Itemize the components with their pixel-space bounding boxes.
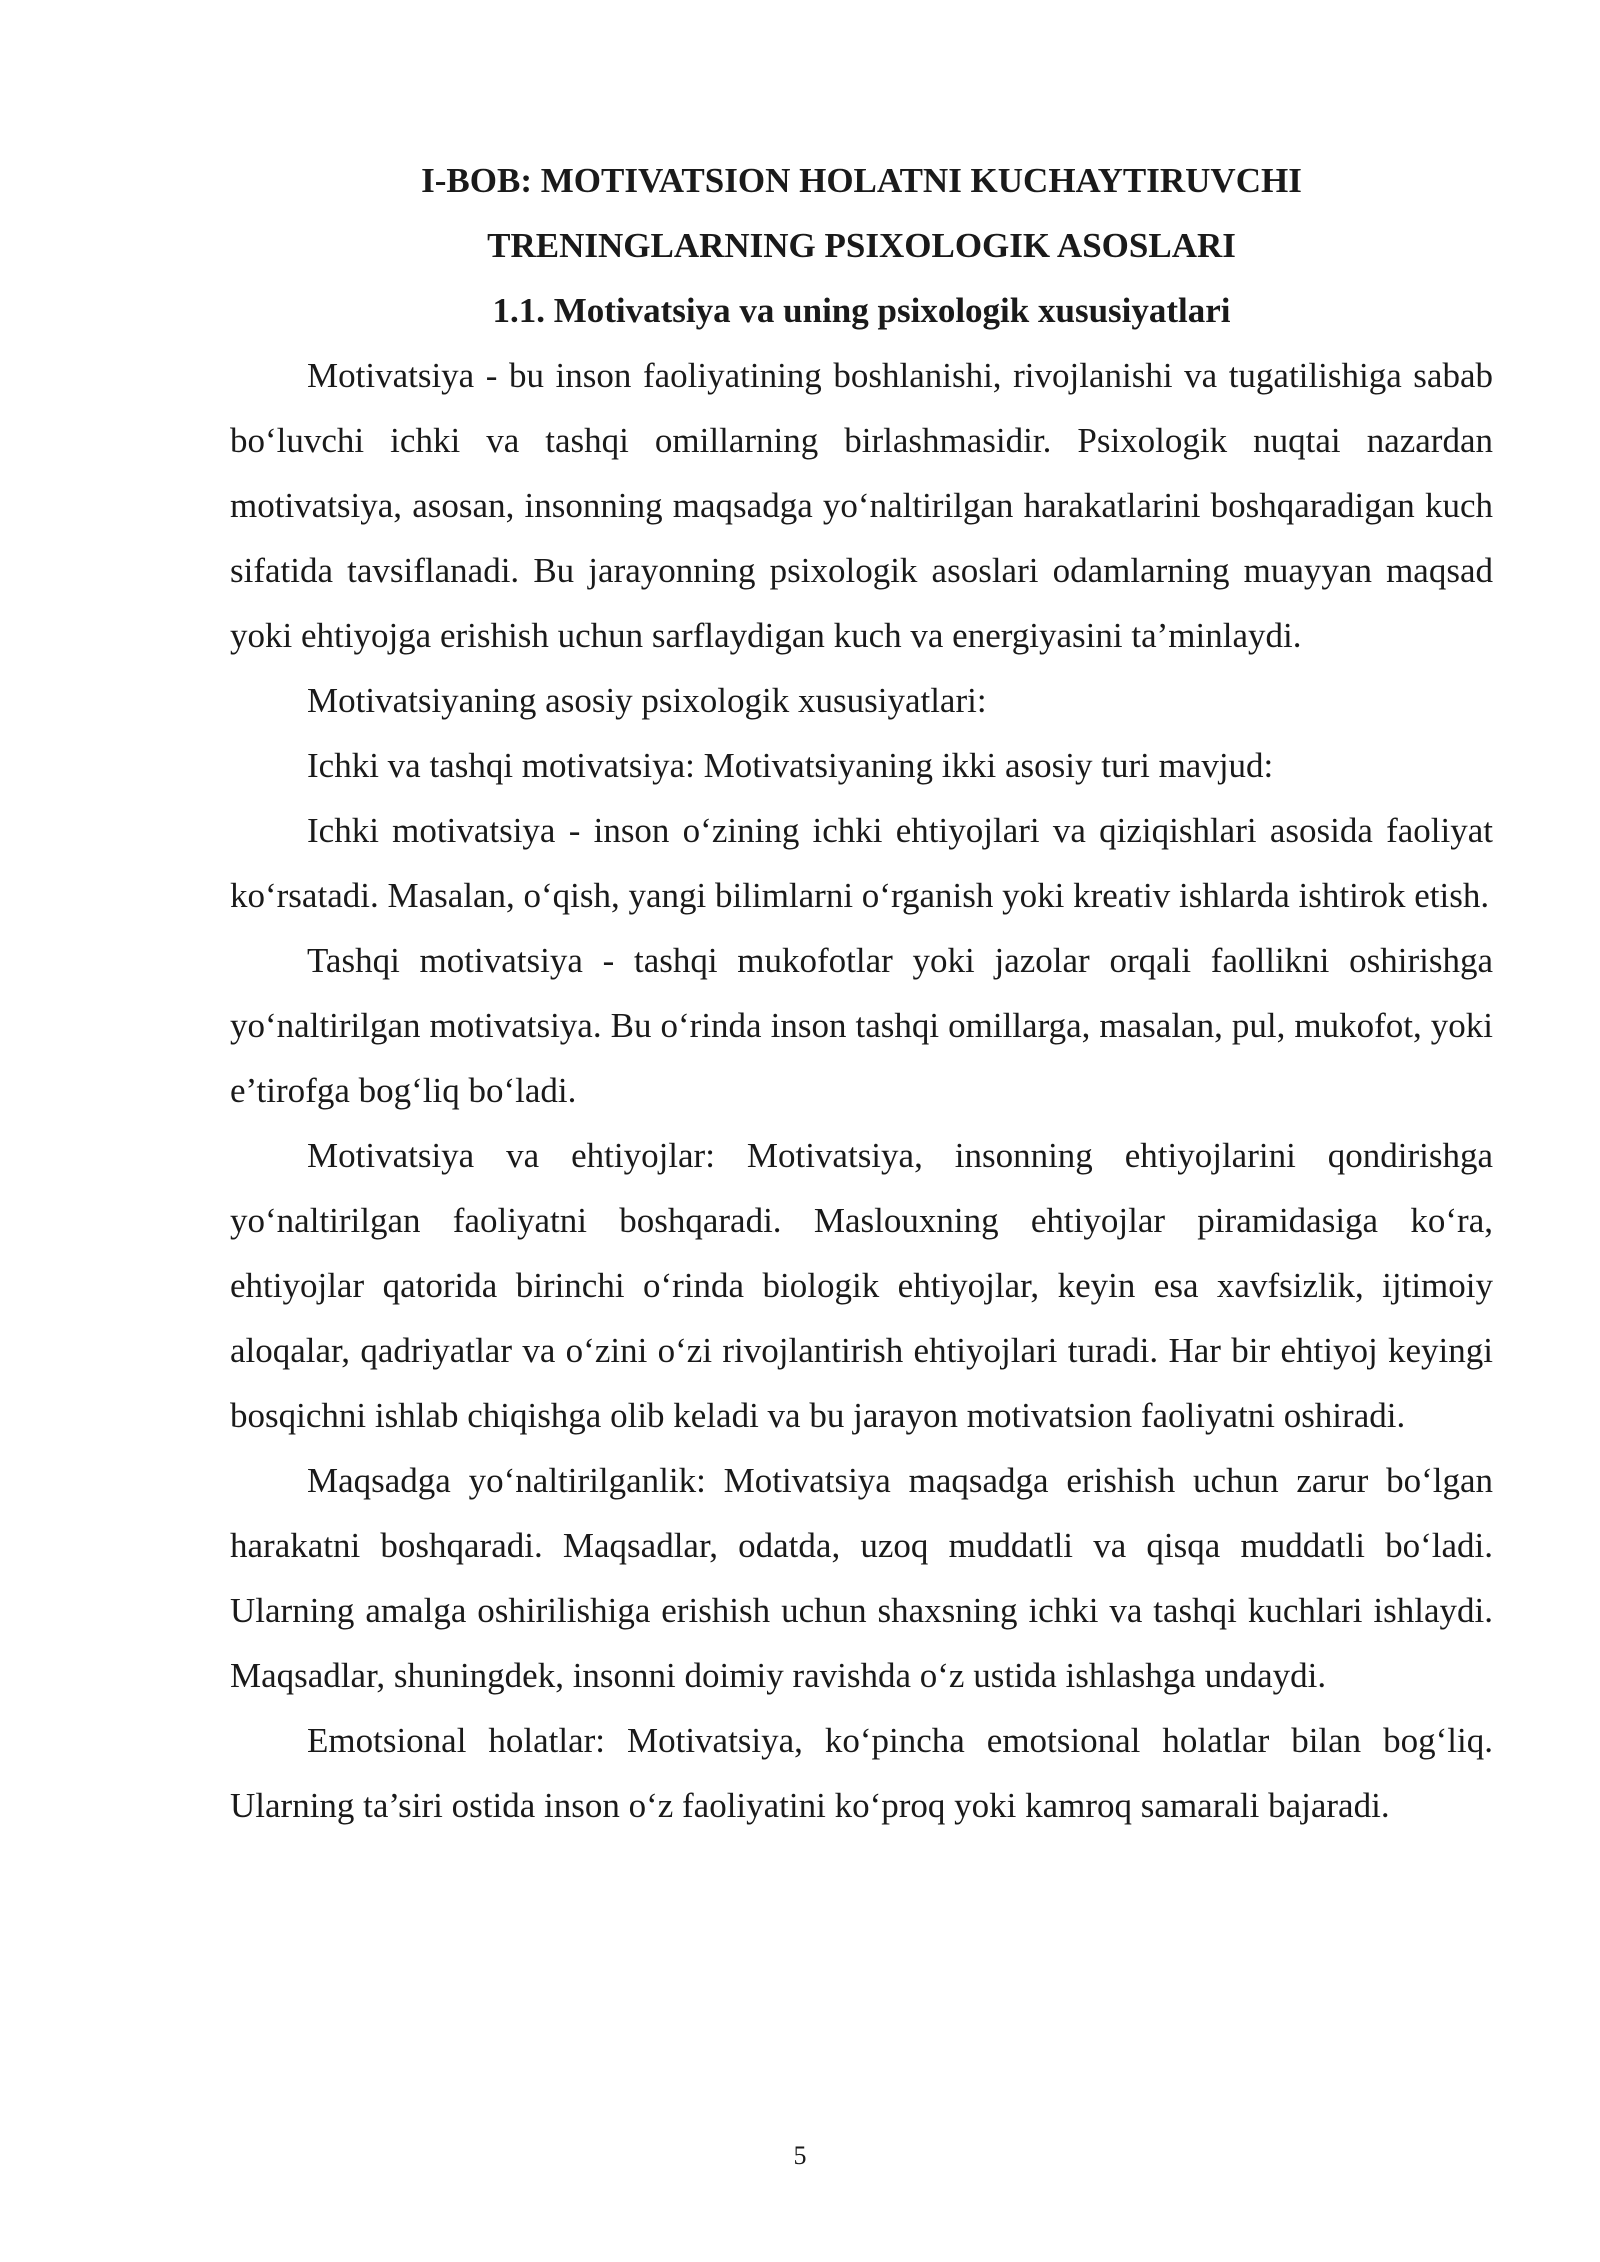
paragraph-external-motivation: Tashqi motivatsiya - tashqi mukofotlar yoki jazolar orqali faollikni oshirishga yo‘naltirilgan motivatsiya. Bu o‘rinda inson tashqi omillarga, masalan, pul, mukofot, yoki e’tirofga bog‘liq bo‘ladi. xyxy=(230,941,1493,1110)
page-number: 5 xyxy=(793,2141,807,2170)
section-title: 1.1. Motivatsiya va uning psixologik xususiyatlari xyxy=(492,291,1231,330)
paragraph-internal-motivation: Ichki motivatsiya - inson o‘zining ichki ehtiyojlari va qiziqishlari asosida faoliyat ko‘rsatadi. Masalan, o‘qish, yangi bilimlarni o‘rganish yoki kreativ ishlarda ishtirok etish. xyxy=(230,811,1493,915)
paragraph-emotional-states: Emotsional holatlar: Motivatsiya, ko‘pincha emotsional holatlar bilan bog‘liq. Ularning ta’siri ostida inson o‘z faoliyatini ko‘proq yoki kamroq samarali bajaradi. xyxy=(230,1721,1493,1825)
chapter-title-line-1: I-BOB: MOTIVATSION HOLATNI KUCHAYTIRUVCHI xyxy=(421,161,1302,200)
paragraph-internal-external: Ichki va tashqi motivatsiya: Motivatsiyaning ikki asosiy turi mavjud: xyxy=(307,746,1274,785)
paragraph-definition: Motivatsiya - bu inson faoliyatining boshlanishi, rivojlanishi va tugatilishiga sabab bo‘luvchi ichki va tashqi omillarning birlashmasidir. Psixologik nuqtai nazardan motivatsiya, asosan, insonning maqsadga yo‘naltirilgan harakatlarini boshqaradigan kuch sifatida tavsiflanadi. Bu jarayonning psixologik asoslari odamlarning muayyan maqsad yoki ehtiyojga erishish uchun sarflaydigan kuch va energiyasini ta’minlaydi. xyxy=(230,356,1493,655)
paragraph-needs: Motivatsiya va ehtiyojlar: Motivatsiya, insonning ehtiyojlarini qondirishga yo‘naltirilgan faoliyatni boshqaradi. Maslouxning ehtiyojlar piramidasiga ko‘ra, ehtiyojlar qatorida birinchi o‘rinda biologik ehtiyojlar, keyin esa xavfsizlik, ijtimoiy aloqalar, qadriyatlar va o‘zini o‘zi rivojlantirish ehtiyojlari turadi. Har bir ehtiyoj keyingi bosqichni ishlab chiqishga olib keladi va bu jarayon motivatsion faoliyatni oshiradi. xyxy=(230,1136,1493,1435)
document-page xyxy=(230,148,1493,1838)
paragraph-goal-orientation: Maqsadga yo‘naltirilganlik: Motivatsiya maqsadga erishish uchun zarur bo‘lgan harakatni boshqaradi. Maqsadlar, odatda, uzoq muddatli va qisqa muddatli bo‘ladi. Ularning amalga oshirilishiga erishish uchun shaxsning ichki va tashqi kuchlari ishlaydi. Maqsadlar, shuningdek, insonni doimiy ravishda o‘z ustida ishlashga undaydi. xyxy=(230,1461,1493,1695)
chapter-title-line-2: TRENINGLARNING PSIXOLOGIK ASOSLARI xyxy=(487,226,1236,265)
paragraph-properties-intro: Motivatsiyaning asosiy psixologik xususiyatlari: xyxy=(307,681,987,720)
